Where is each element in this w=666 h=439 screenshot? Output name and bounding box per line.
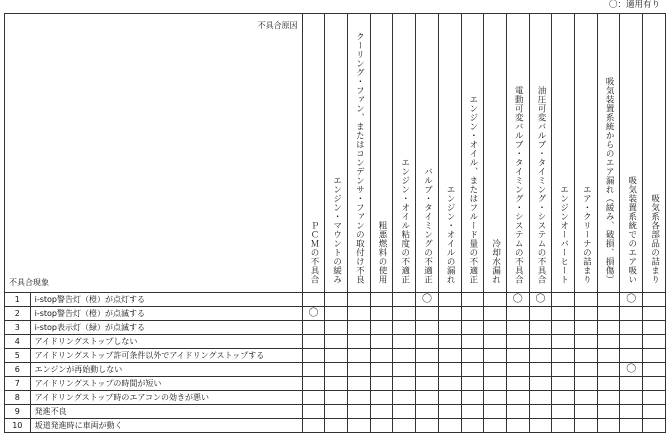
applicability-cell xyxy=(438,377,461,391)
applicability-cell xyxy=(552,307,575,321)
fault-matrix-table xyxy=(4,13,666,433)
applicability-cell xyxy=(302,335,325,349)
applicability-cell xyxy=(506,363,529,377)
cause-header xyxy=(529,14,552,293)
row-number: 1 xyxy=(5,293,31,307)
applicability-cell xyxy=(575,363,598,377)
applicability-cell xyxy=(484,363,507,377)
applicability-cell xyxy=(393,419,416,433)
cause-label: エンジン・オイル、またはフルード量の不適正 xyxy=(467,95,478,284)
applicability-cell xyxy=(597,335,620,349)
cause-header xyxy=(552,14,575,293)
applicability-cell xyxy=(393,349,416,363)
table-row xyxy=(5,349,666,363)
applicability-cell xyxy=(438,293,461,307)
applicability-cell xyxy=(348,377,371,391)
applicability-cell xyxy=(575,419,598,433)
applicability-cell xyxy=(325,377,348,391)
applicability-cell xyxy=(325,405,348,419)
applicability-cell xyxy=(348,391,371,405)
table-row xyxy=(5,335,666,349)
header-row xyxy=(5,14,666,293)
applicability-cell xyxy=(325,419,348,433)
applicability-cell xyxy=(370,405,393,419)
table-row xyxy=(5,419,666,433)
applicability-cell xyxy=(620,335,643,349)
applicability-cell xyxy=(461,419,484,433)
row-number: 2 xyxy=(5,307,31,321)
applicability-cell xyxy=(484,405,507,419)
applicability-cell xyxy=(506,335,529,349)
applicability-cell xyxy=(552,377,575,391)
applicability-cell xyxy=(393,363,416,377)
applicability-cell xyxy=(461,377,484,391)
phenomenon-text: i-stop警告灯（橙）が点灯する xyxy=(30,293,302,307)
applicability-cell xyxy=(484,349,507,363)
applicability-cell xyxy=(302,377,325,391)
table-row xyxy=(5,363,666,377)
row-number: 4 xyxy=(5,335,31,349)
cause-header xyxy=(461,14,484,293)
applicability-cell xyxy=(529,391,552,405)
applicability-cell xyxy=(348,405,371,419)
applicability-cell xyxy=(620,307,643,321)
applicability-cell xyxy=(597,321,620,335)
applicability-cell xyxy=(302,349,325,363)
applicability-cell xyxy=(597,293,620,307)
applicability-cell xyxy=(484,321,507,335)
applicability-cell xyxy=(348,335,371,349)
cause-header xyxy=(348,14,371,293)
phenomenon-text: アイドリングストップしない xyxy=(30,335,302,349)
phenomenon-text: i-stop警告灯（橙）が点滅する xyxy=(30,307,302,321)
applicability-cell: 〇 xyxy=(620,293,643,307)
phenomenon-text: エンジンが再始動しない xyxy=(30,363,302,377)
cause-header xyxy=(643,14,666,293)
applicability-cell xyxy=(302,391,325,405)
applicability-cell xyxy=(370,377,393,391)
applicability-cell xyxy=(416,405,439,419)
applicability-cell xyxy=(393,293,416,307)
applicability-cell xyxy=(416,307,439,321)
cause-label: エンジンオーバーヒート xyxy=(558,185,569,284)
applicability-cell xyxy=(484,391,507,405)
applicability-cell xyxy=(552,321,575,335)
applicability-cell xyxy=(302,321,325,335)
phenomenon-text: 坂道発進時に車両が動く xyxy=(30,419,302,433)
applicability-cell xyxy=(393,307,416,321)
phenomenon-text: i-stop表示灯（緑）が点滅する xyxy=(30,321,302,335)
applicability-cell xyxy=(643,405,666,419)
table-row xyxy=(5,405,666,419)
applicability-cell xyxy=(575,349,598,363)
applicability-cell xyxy=(416,363,439,377)
applicability-cell xyxy=(597,391,620,405)
cause-header xyxy=(416,14,439,293)
cause-header xyxy=(484,14,507,293)
applicability-cell xyxy=(393,405,416,419)
row-number: 7 xyxy=(5,377,31,391)
applicability-cell xyxy=(348,293,371,307)
applicability-cell xyxy=(597,377,620,391)
applicability-cell xyxy=(529,377,552,391)
applicability-cell xyxy=(370,391,393,405)
applicability-cell xyxy=(393,335,416,349)
applicability-cell xyxy=(506,321,529,335)
cause-header xyxy=(302,14,325,293)
applicability-cell xyxy=(597,363,620,377)
cause-header xyxy=(506,14,529,293)
cause-label: 吸気系各部品の詰まり xyxy=(649,194,660,284)
row-number: 5 xyxy=(5,349,31,363)
applicability-cell xyxy=(438,405,461,419)
cause-label: 吸気装置系統からのエア漏れ（緩み、破損、損傷） xyxy=(604,77,615,284)
applicability-cell xyxy=(552,419,575,433)
cause-label: 電動可変バルブ・タイミング・システムの不具合 xyxy=(513,86,524,284)
table-row xyxy=(5,293,666,307)
phenomenon-text: アイドリングストップ時のエアコンの効きが悪い xyxy=(30,391,302,405)
applicability-cell: 〇 xyxy=(302,307,325,321)
applicability-cell xyxy=(393,391,416,405)
applicability-cell xyxy=(348,349,371,363)
applicability-cell xyxy=(529,405,552,419)
cause-header xyxy=(370,14,393,293)
applicability-cell xyxy=(484,335,507,349)
applicability-cell xyxy=(643,321,666,335)
applicability-cell xyxy=(529,307,552,321)
applicability-cell xyxy=(302,293,325,307)
applicability-cell xyxy=(438,321,461,335)
applicability-cell xyxy=(620,391,643,405)
applicability-cell xyxy=(393,321,416,335)
cause-label: 吸気装置系統でのエア吸い xyxy=(626,176,637,284)
applicability-cell xyxy=(643,377,666,391)
applicability-cell xyxy=(597,307,620,321)
applicability-cell xyxy=(620,321,643,335)
applicability-cell xyxy=(643,293,666,307)
applicability-cell xyxy=(529,419,552,433)
applicability-cell xyxy=(484,419,507,433)
applicability-cell xyxy=(438,391,461,405)
applicability-cell xyxy=(438,419,461,433)
applicability-cell xyxy=(416,335,439,349)
applicability-cell xyxy=(620,405,643,419)
applicability-cell xyxy=(438,335,461,349)
applicability-cell xyxy=(325,391,348,405)
applicability-cell xyxy=(552,363,575,377)
applicability-cell xyxy=(484,293,507,307)
applicability-cell xyxy=(552,405,575,419)
applicability-cell xyxy=(643,391,666,405)
applicability-cell xyxy=(506,307,529,321)
applicability-cell xyxy=(506,349,529,363)
table-body xyxy=(5,293,666,433)
applicability-cell xyxy=(529,349,552,363)
applicability-cell xyxy=(529,321,552,335)
applicability-cell xyxy=(325,363,348,377)
applicability-cell xyxy=(416,321,439,335)
applicability-cell xyxy=(393,377,416,391)
applicability-cell xyxy=(461,307,484,321)
phenomenon-title: 不具合現象 xyxy=(9,278,49,287)
applicability-cell xyxy=(325,321,348,335)
applicability-cell xyxy=(597,405,620,419)
applicability-cell xyxy=(370,335,393,349)
applicability-cell xyxy=(484,307,507,321)
applicability-cell xyxy=(461,363,484,377)
applicability-cell xyxy=(461,335,484,349)
applicability-cell xyxy=(348,321,371,335)
applicability-cell xyxy=(461,391,484,405)
applicability-cell xyxy=(506,391,529,405)
applicability-cell xyxy=(643,419,666,433)
cause-label: クーリング・ファン、またはコンデンサ・ファンの取付け不良 xyxy=(354,32,365,284)
row-number: 9 xyxy=(5,405,31,419)
applicability-cell xyxy=(370,321,393,335)
applicability-cell xyxy=(575,335,598,349)
cause-label: バルブ・タイミングの不適正 xyxy=(422,167,433,284)
cause-label: エア・クリーナの詰まり xyxy=(581,185,592,284)
row-number: 8 xyxy=(5,391,31,405)
cause-header xyxy=(597,14,620,293)
phenomenon-text: 発進不良 xyxy=(30,405,302,419)
applicability-cell xyxy=(575,321,598,335)
applicability-cell xyxy=(620,377,643,391)
applicability-cell xyxy=(461,405,484,419)
cause-header xyxy=(438,14,461,293)
table-row xyxy=(5,391,666,405)
cause-label: 冷却水漏れ xyxy=(490,239,501,284)
cause-label: 油圧可変バルブ・タイミング・システムの不具合 xyxy=(535,86,546,284)
applicability-cell xyxy=(416,419,439,433)
applicability-cell xyxy=(620,349,643,363)
applicability-cell xyxy=(575,307,598,321)
applicability-cell xyxy=(438,363,461,377)
applicability-cell xyxy=(302,405,325,419)
applicability-cell xyxy=(506,405,529,419)
row-number: 10 xyxy=(5,419,31,433)
applicability-cell xyxy=(370,419,393,433)
applicability-cell xyxy=(506,419,529,433)
phenomenon-text: アイドリングストップの時間が短い xyxy=(30,377,302,391)
applicability-cell xyxy=(575,405,598,419)
cause-label: エンジン・オイルの漏れ xyxy=(445,185,456,284)
applicability-cell xyxy=(643,349,666,363)
applicability-cell xyxy=(416,349,439,363)
applicability-cell xyxy=(370,363,393,377)
applicability-cell xyxy=(484,377,507,391)
applicability-cell xyxy=(529,363,552,377)
applicability-cell: 〇 xyxy=(416,293,439,307)
applicability-cell xyxy=(325,349,348,363)
applicability-cell xyxy=(552,391,575,405)
applicability-cell xyxy=(348,419,371,433)
applicability-cell xyxy=(552,349,575,363)
applicability-cell xyxy=(643,363,666,377)
cause-header xyxy=(393,14,416,293)
phenomenon-text: アイドリングストップ許可条件以外でアイドリングストップする xyxy=(30,349,302,363)
applicability-cell xyxy=(529,335,552,349)
applicability-cell xyxy=(370,349,393,363)
applicability-cell xyxy=(575,391,598,405)
table-row xyxy=(5,321,666,335)
applicability-cell xyxy=(643,335,666,349)
applicability-cell xyxy=(325,335,348,349)
cause-label: 粗悪燃料の使用 xyxy=(377,221,388,284)
applicability-cell xyxy=(575,377,598,391)
applicability-cell xyxy=(348,307,371,321)
applicability-cell: 〇 xyxy=(529,293,552,307)
cause-header xyxy=(325,14,348,293)
cause-label: エンジン・オイル粘度の不適正 xyxy=(399,158,410,284)
cause-title: 不具合原因 xyxy=(257,21,298,30)
applicability-cell xyxy=(302,363,325,377)
applicability-cell xyxy=(552,335,575,349)
cause-label: ＰＣＭの不具合 xyxy=(308,221,319,284)
applicability-cell xyxy=(438,349,461,363)
applicability-cell xyxy=(575,293,598,307)
applicability-cell xyxy=(325,293,348,307)
applicability-cell xyxy=(461,321,484,335)
cause-header xyxy=(575,14,598,293)
applicability-cell xyxy=(552,293,575,307)
applicability-cell xyxy=(302,419,325,433)
applicability-cell xyxy=(370,307,393,321)
applicability-cell xyxy=(643,307,666,321)
applicability-cell xyxy=(597,349,620,363)
cause-header xyxy=(620,14,643,293)
cause-label: エンジン・マウントの緩み xyxy=(331,176,342,284)
table-row xyxy=(5,377,666,391)
legend: 〇：適用有り xyxy=(608,0,660,10)
table-row xyxy=(5,307,666,321)
applicability-cell xyxy=(461,349,484,363)
applicability-cell xyxy=(597,419,620,433)
row-number: 6 xyxy=(5,363,31,377)
row-number: 3 xyxy=(5,321,31,335)
applicability-cell: 〇 xyxy=(620,363,643,377)
applicability-cell xyxy=(461,293,484,307)
applicability-cell xyxy=(620,419,643,433)
corner-header-cell xyxy=(5,14,303,293)
applicability-cell xyxy=(506,377,529,391)
applicability-cell: 〇 xyxy=(506,293,529,307)
applicability-cell xyxy=(416,391,439,405)
applicability-cell xyxy=(370,293,393,307)
applicability-cell xyxy=(348,363,371,377)
applicability-cell xyxy=(416,377,439,391)
applicability-cell xyxy=(325,307,348,321)
applicability-cell xyxy=(438,307,461,321)
